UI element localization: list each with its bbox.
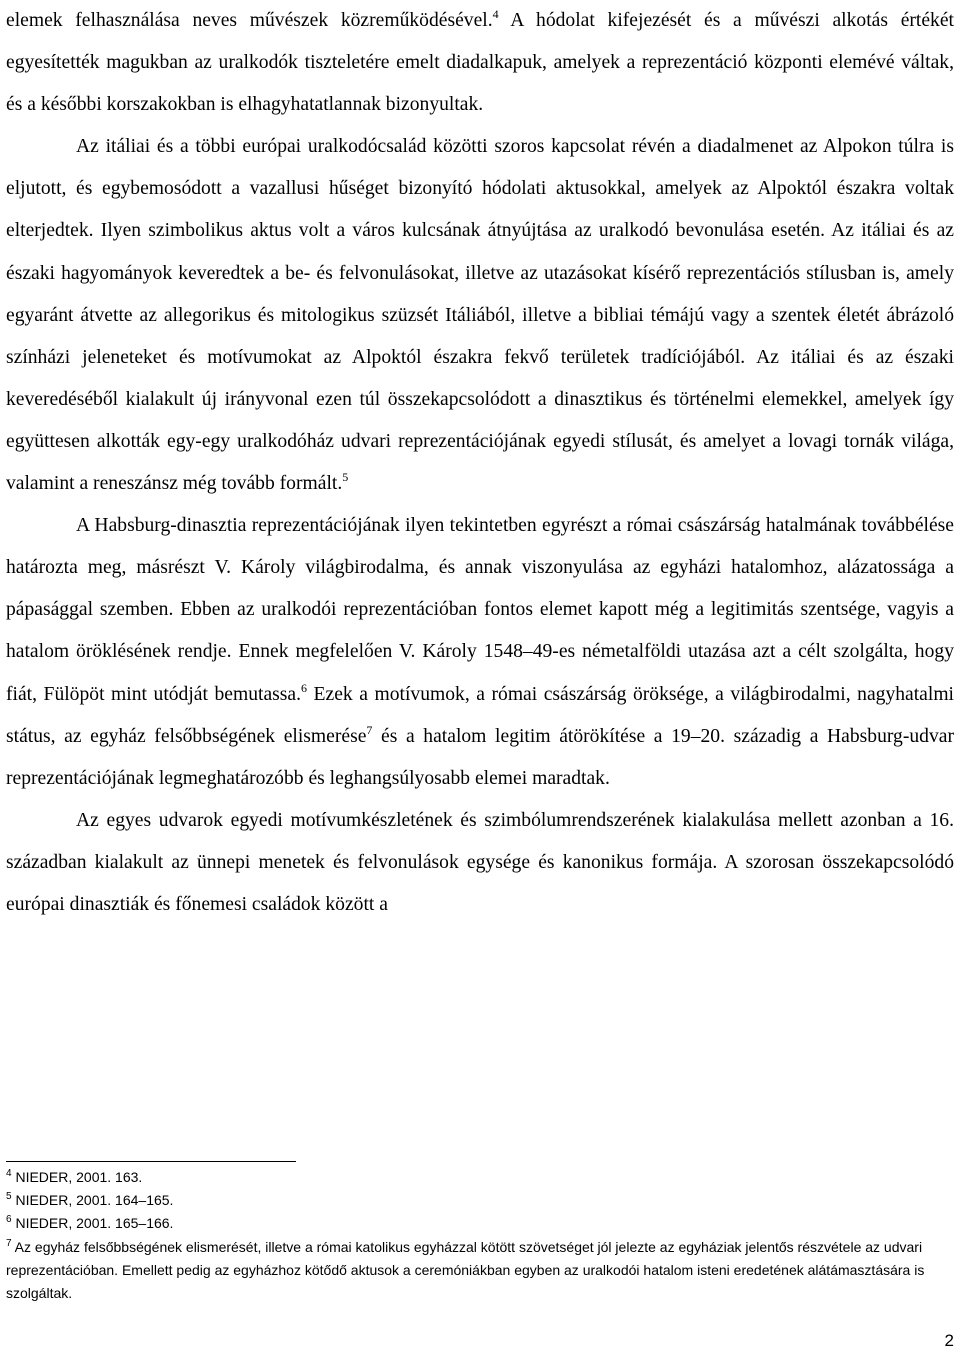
page: [6, 0, 954, 926]
paragraph-3-text-cont: Ezek a motívumok, a római császárság öröksége, a világbirodalmi, nagyhatalmi státus, az egyház felsőbbségének elismerése: [6, 683, 955, 747]
footnote-text: Az egyház felsőbbségének elismerését, illetve a római katolikus egyházzal kötött szövetséget jól jelezte az egyháziak jelentős részvétele az udvari reprezentációban. Emellett pedig az egyházhoz kötődő aktusok a ceremóniákban egyben az uralkodói hatalom isteni eredetének alátámasztására is szolgáltak.: [6, 1238, 925, 1302]
page-number: 2: [944, 1331, 954, 1350]
footnote-6: [6, 1212, 954, 1235]
paragraph-3: [6, 505, 954, 800]
paragraph-3-text: A Habsburg-dinasztia reprezentációjának ilyen tekintetben egyrészt a római császárság hatalmának továbbélése határozta meg, másrészt V. Károly világbirodalma, és annak viszonyulása az egyházi hatalomhoz, alázatossága a pápasággal szemben. Ebben az uralkodói reprezentációban fontos elemet kapott még a legitimitás szentsége, vagyis a hatalom öröklésének rendje. Ennek megfelelően V. Károly 1548–49-es németalföldi utazása azt a célt szolgálta, hogy fiát, Fülöpöt mint utódját bemutassa.: [6, 515, 954, 705]
footnote-text: NIEDER, 2001. 163.: [11, 1169, 143, 1185]
footnote-ref-4[interactable]: 4: [492, 7, 499, 21]
footnote-ref-7[interactable]: 7: [366, 722, 373, 737]
paragraph-1: [6, 0, 954, 126]
paragraph-1-text: elemek felhasználása neves művészek közreműködésével.: [6, 10, 493, 31]
footnote-number: 4: [6, 1168, 12, 1179]
paragraph-1-text-cont: A hódolat kifejezését és a művészi alkotás értékét egyesítették magukban az uralkodók tiszteletére emelt diadalkapuk, amelyek a reprezentáció központi elemévé váltak, és a későbbi korszakokban is elhagyhatatlannak bizonyultak.: [6, 10, 954, 116]
footnote-text: NIEDER, 2001. 164–165.: [11, 1192, 174, 1209]
paragraph-2: [6, 126, 954, 505]
footnote-ref-6[interactable]: 6: [301, 680, 307, 695]
paragraph-4: [6, 800, 954, 926]
footnote-4: [6, 1166, 954, 1189]
footnote-separator: [6, 1161, 296, 1162]
footnote-number: 7: [6, 1237, 12, 1249]
paragraph-4-text: Az egyes udvarok egyedi motívumkészletének és szimbólumrendszerének kialakulása mellett azonban a 16. században kialakult az ünnepi menetek és felvonulások egysége és kanonikus formája. A szorosan összekapcsolódó európai dinasztiák és főnemesi családok között a: [6, 809, 954, 915]
footnote-5: [6, 1189, 954, 1212]
footnote-7: [6, 1236, 954, 1306]
footnote-text: NIEDER, 2001. 165–166.: [11, 1215, 174, 1232]
footnote-number: 5: [6, 1191, 12, 1203]
paragraph-2-text: Az itáliai és a többi európai uralkodócsalád közötti szoros kapcsolat révén a diadalmenet az Alpokon túlra is eljutott, és egybemosódott a vazallusi hűséget bizonyító hódolati aktusokkal, amelyek az Alpoktól északra voltak elterjedtek. Ilyen szimbolikus aktus volt a város kulcsának átnyújtása az uralkodó bevonulása esetén. Az itáliai és az északi hagyományok keveredtek a be- és felvonulásokat, illetve az utazásokat kísérő reprezentációs stílusban is, amely egyaránt átvette az allegorikus és mitologikus szüzsét Itáliából, illetve a bibliai témájú vagy a szentek életét ábrázoló színházi jeleneteket és motívumokat az Alpoktól északra fekvő területek tradíciójából. Az itáliai és az északi keveredéséből kialakult új irányvonal ezen túl összekapcsolódott a dinasztikus és történelmi elemekkel, amelyek így együttesen alkották egy-egy uralkodóház udvari reprezentációjának egyedi stílusát, és amelyet a lovagi tornák világa, valamint a reneszánsz még tovább formált.: [6, 136, 954, 495]
footnotes: [6, 1166, 954, 1305]
paragraph-3-text-end: és a hatalom legitim átörökítése a 19–20. századig a Habsburg-udvar reprezentációjának legmeghatározóbb és leghangsúlyosabb elemei maradtak.: [6, 725, 954, 789]
main-text: [6, 0, 954, 926]
footnote-ref-5[interactable]: 5: [342, 470, 349, 485]
footnote-number: 6: [6, 1214, 12, 1226]
